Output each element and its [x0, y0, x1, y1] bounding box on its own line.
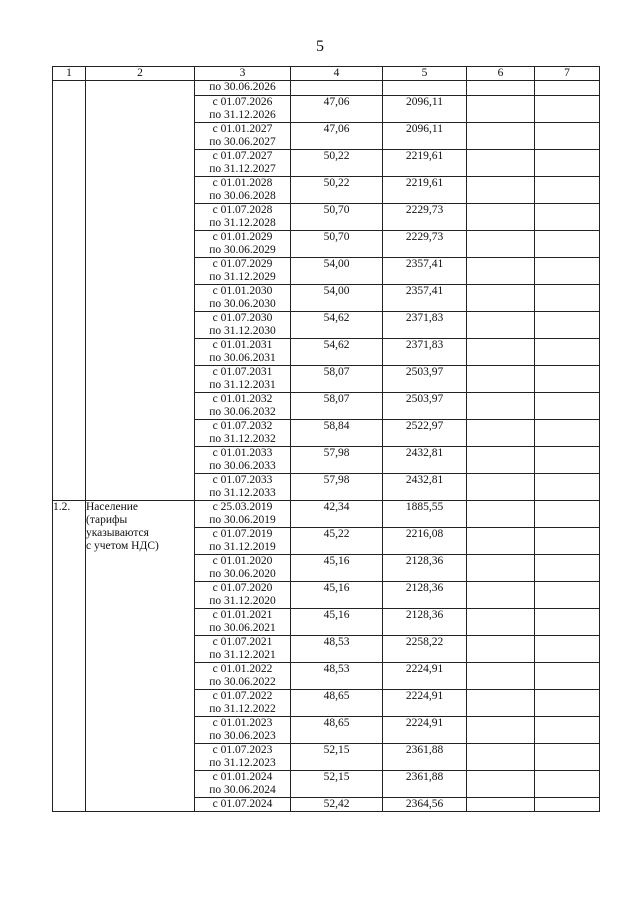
- empty-cell: [535, 744, 600, 771]
- period-end: по 30.06.2020: [209, 568, 276, 580]
- tariff-value-cell: 2432,81: [383, 447, 467, 474]
- tariff-value-cell: 42,34: [291, 501, 383, 528]
- empty-cell: [467, 528, 535, 555]
- empty-cell: [467, 123, 535, 150]
- period-start: с 01.07.2021: [212, 636, 273, 648]
- empty-cell: [467, 420, 535, 447]
- period-start: с 01.07.2020: [212, 582, 273, 594]
- empty-cell: [535, 150, 600, 177]
- tariff-value-cell: 45,22: [291, 528, 383, 555]
- tariff-value-cell: 2258,22: [383, 636, 467, 663]
- tariff-value-cell: 2216,08: [383, 528, 467, 555]
- tariff-value-cell: 45,16: [291, 555, 383, 582]
- empty-cell: [467, 339, 535, 366]
- tariff-value-cell: 52,15: [291, 744, 383, 771]
- period-end: по 31.12.2031: [209, 379, 276, 391]
- tariff-value-cell: 52,15: [291, 771, 383, 798]
- header-cell: 6: [467, 67, 535, 81]
- empty-cell: [535, 123, 600, 150]
- period-end: по 31.12.2026: [209, 109, 276, 121]
- period-cell: [195, 177, 291, 204]
- period-start: с 01.07.2030: [212, 312, 273, 324]
- tariff-value-cell: 2229,73: [383, 231, 467, 258]
- empty-cell: [535, 501, 600, 528]
- tariff-value-cell: 50,70: [291, 204, 383, 231]
- period-cell: [195, 447, 291, 474]
- period-start: с 01.01.2020: [212, 555, 273, 567]
- period-start: с 01.07.2027: [212, 150, 273, 162]
- period-end: по 31.12.2022: [209, 703, 276, 715]
- period-start: с 01.01.2028: [212, 177, 273, 189]
- empty-cell: [467, 690, 535, 717]
- tariff-value-cell: 57,98: [291, 447, 383, 474]
- period-end: по 31.12.2028: [209, 217, 276, 229]
- header-cell: 3: [195, 67, 291, 81]
- period-cell: [195, 123, 291, 150]
- tariff-value-cell: 2371,83: [383, 312, 467, 339]
- period-end: по 30.06.2032: [209, 406, 276, 418]
- period-end: по 30.06.2021: [209, 622, 276, 634]
- table-row: [53, 81, 600, 96]
- period-cell: [195, 690, 291, 717]
- empty-cell: [535, 204, 600, 231]
- empty-cell: [535, 474, 600, 501]
- empty-cell: [535, 663, 600, 690]
- period-start: с 01.07.2031: [212, 366, 273, 378]
- empty-cell: [535, 717, 600, 744]
- header-cell: 4: [291, 67, 383, 81]
- period-cell: [195, 204, 291, 231]
- tariff-value-cell: 1885,55: [383, 501, 467, 528]
- period-cell: [195, 339, 291, 366]
- empty-cell: [535, 690, 600, 717]
- empty-cell: [535, 339, 600, 366]
- empty-cell: [535, 81, 600, 96]
- tariff-value-cell: 45,16: [291, 582, 383, 609]
- period-cell: [195, 366, 291, 393]
- page-number: 5: [316, 38, 324, 55]
- empty-cell: [467, 582, 535, 609]
- period-start: с 01.07.2033: [212, 474, 273, 486]
- empty-cell: [467, 636, 535, 663]
- tariff-value-cell: 57,98: [291, 474, 383, 501]
- period-end: по 30.06.2022: [209, 676, 276, 688]
- period-start: с 01.01.2023: [212, 717, 273, 729]
- period-cell: [195, 528, 291, 555]
- period-start: с 01.07.2023: [212, 744, 273, 756]
- period-start: с 01.01.2033: [212, 447, 273, 459]
- item-label-line: (тарифы: [86, 514, 128, 526]
- period-cell: [195, 150, 291, 177]
- tariff-value-cell: 48,65: [291, 717, 383, 744]
- period-cell: [195, 717, 291, 744]
- period-end: по 31.12.2020: [209, 595, 276, 607]
- tariff-value-cell: 2364,56: [383, 798, 467, 812]
- period-end: по 31.12.2032: [209, 433, 276, 445]
- empty-cell: [535, 420, 600, 447]
- period-start: с 01.01.2030: [212, 285, 273, 297]
- empty-cell: [467, 609, 535, 636]
- item-label-cell: [86, 81, 195, 501]
- item-label-line: Население: [86, 501, 139, 513]
- period-end: по 31.12.2033: [209, 487, 276, 499]
- period-end: по 30.06.2019: [209, 514, 276, 526]
- tariff-value-cell: 2096,11: [383, 123, 467, 150]
- empty-cell: [467, 258, 535, 285]
- tariff-value-cell: 52,42: [291, 798, 383, 812]
- tariff-value-cell: 2361,88: [383, 771, 467, 798]
- tariff-value-cell: 2503,97: [383, 393, 467, 420]
- empty-cell: [467, 717, 535, 744]
- header-cell: 1: [53, 67, 86, 81]
- period-end: по 30.06.2030: [209, 298, 276, 310]
- period-end: по 31.12.2019: [209, 541, 276, 553]
- tariff-value-cell: 2224,91: [383, 717, 467, 744]
- tariff-value-cell: 54,00: [291, 285, 383, 312]
- tariff-value-cell: 2224,91: [383, 663, 467, 690]
- tariff-value-cell: 50,22: [291, 177, 383, 204]
- period-cell: [195, 501, 291, 528]
- tariff-value-cell: 58,07: [291, 393, 383, 420]
- period-cell: [195, 258, 291, 285]
- period-end: по 31.12.2030: [209, 325, 276, 337]
- period-start: с 25.03.2019: [212, 501, 273, 513]
- tariff-value-cell: 2503,97: [383, 366, 467, 393]
- header-cell: 5: [383, 67, 467, 81]
- item-label-cell: [86, 501, 195, 812]
- period-start: с 01.01.2031: [212, 339, 273, 351]
- period-cell: [195, 609, 291, 636]
- period-cell: [195, 474, 291, 501]
- empty-cell: [535, 798, 600, 812]
- empty-cell: [535, 609, 600, 636]
- period-end: по 30.06.2023: [209, 730, 276, 742]
- period-end: по 30.06.2031: [209, 352, 276, 364]
- period-cell: [195, 231, 291, 258]
- tariff-value-cell: 58,84: [291, 420, 383, 447]
- empty-cell: [467, 285, 535, 312]
- period-start: с 01.01.2027: [212, 123, 273, 135]
- period-cell: [195, 771, 291, 798]
- empty-cell: [467, 96, 535, 123]
- empty-cell: [535, 636, 600, 663]
- tariff-value-cell: 2219,61: [383, 177, 467, 204]
- period-end: по 31.12.2029: [209, 271, 276, 283]
- period-cell: [195, 420, 291, 447]
- empty-cell: [535, 285, 600, 312]
- empty-cell: [467, 447, 535, 474]
- period-cell: [195, 744, 291, 771]
- tariff-value-cell: 48,65: [291, 690, 383, 717]
- period-start: с 01.07.2024: [212, 798, 273, 810]
- period-end: по 30.06.2029: [209, 244, 276, 256]
- tariff-value-cell: 2432,81: [383, 474, 467, 501]
- tariff-value-cell: 54,62: [291, 339, 383, 366]
- period-start: с 01.07.2022: [212, 690, 273, 702]
- period-start: с 01.01.2024: [212, 771, 273, 783]
- tariff-value-cell: 47,06: [291, 123, 383, 150]
- period-cell: [195, 555, 291, 582]
- header-cell: 7: [535, 67, 600, 81]
- empty-cell: [467, 744, 535, 771]
- table-row: [53, 501, 600, 528]
- tariff-table: [52, 66, 600, 812]
- empty-cell: [535, 366, 600, 393]
- tariff-value-cell: 58,07: [291, 366, 383, 393]
- period-start: с 01.01.2021: [212, 609, 273, 621]
- period-cell: [195, 312, 291, 339]
- empty-cell: [535, 96, 600, 123]
- empty-cell: [535, 771, 600, 798]
- empty-cell: [467, 771, 535, 798]
- tariff-value-cell: 2522,97: [383, 420, 467, 447]
- empty-cell: [467, 474, 535, 501]
- tariff-value-cell: 48,53: [291, 663, 383, 690]
- tariff-value-cell: 2219,61: [383, 150, 467, 177]
- tariff-value-cell: 2224,91: [383, 690, 467, 717]
- period-start: с 01.01.2032: [212, 393, 273, 405]
- period-end: по 30.06.2033: [209, 460, 276, 472]
- period-end: по 31.12.2027: [209, 163, 276, 175]
- period-start: с 01.07.2028: [212, 204, 273, 216]
- period-end: по 30.06.2028: [209, 190, 276, 202]
- empty-cell: [467, 204, 535, 231]
- tariff-value-cell: 50,22: [291, 150, 383, 177]
- tariff-value-cell: 45,16: [291, 609, 383, 636]
- period-start: с 01.01.2022: [212, 663, 273, 675]
- header-row: [53, 67, 600, 81]
- period-cell: [195, 285, 291, 312]
- empty-cell: [535, 258, 600, 285]
- period-end: по 31.12.2021: [209, 649, 276, 661]
- tariff-value-cell: 2361,88: [383, 744, 467, 771]
- tariff-value-cell: 2128,36: [383, 555, 467, 582]
- period-end: по 30.06.2026: [209, 81, 276, 93]
- period-start: с 01.07.2029: [212, 258, 273, 270]
- empty-cell: [535, 582, 600, 609]
- period-cell: [195, 663, 291, 690]
- empty-cell: [291, 81, 383, 96]
- period-start: с 01.01.2029: [212, 231, 273, 243]
- empty-cell: [535, 231, 600, 258]
- period-end: по 31.12.2023: [209, 757, 276, 769]
- period-cell: [195, 96, 291, 123]
- period-start: с 01.07.2019: [212, 528, 273, 540]
- tariff-value-cell: 2371,83: [383, 339, 467, 366]
- empty-cell: [535, 312, 600, 339]
- empty-cell: [535, 393, 600, 420]
- empty-cell: [467, 663, 535, 690]
- empty-cell: [535, 528, 600, 555]
- item-label-line: указываются: [86, 527, 149, 539]
- period-end: по 30.06.2024: [209, 784, 276, 796]
- period-start: с 01.07.2026: [212, 96, 273, 108]
- tariff-value-cell: 2128,36: [383, 609, 467, 636]
- tariff-value-cell: 2096,11: [383, 96, 467, 123]
- empty-cell: [535, 177, 600, 204]
- tariff-value-cell: 2357,41: [383, 285, 467, 312]
- tariff-value-cell: 2357,41: [383, 258, 467, 285]
- tariff-value-cell: 54,62: [291, 312, 383, 339]
- empty-cell: [467, 81, 535, 96]
- period-cell: [195, 636, 291, 663]
- tariff-value-cell: 2229,73: [383, 204, 467, 231]
- empty-cell: [467, 231, 535, 258]
- empty-cell: [467, 366, 535, 393]
- empty-cell: [467, 177, 535, 204]
- period-cell: [195, 393, 291, 420]
- empty-cell: [467, 501, 535, 528]
- item-label-line: с учетом НДС): [86, 540, 159, 552]
- item-number-cell: [53, 81, 86, 501]
- empty-cell: [467, 393, 535, 420]
- empty-cell: [383, 81, 467, 96]
- tariff-value-cell: 48,53: [291, 636, 383, 663]
- item-number-cell: 1.2.: [53, 501, 86, 812]
- period-cell: [195, 81, 291, 96]
- period-cell: [195, 798, 291, 812]
- empty-cell: [535, 555, 600, 582]
- header-cell: 2: [86, 67, 195, 81]
- empty-cell: [467, 312, 535, 339]
- tariff-value-cell: 50,70: [291, 231, 383, 258]
- empty-cell: [467, 798, 535, 812]
- period-cell: [195, 582, 291, 609]
- tariff-value-cell: 47,06: [291, 96, 383, 123]
- empty-cell: [467, 555, 535, 582]
- tariff-value-cell: 54,00: [291, 258, 383, 285]
- period-end: по 30.06.2027: [209, 136, 276, 148]
- empty-cell: [467, 150, 535, 177]
- period-start: с 01.07.2032: [212, 420, 273, 432]
- empty-cell: [535, 447, 600, 474]
- tariff-value-cell: 2128,36: [383, 582, 467, 609]
